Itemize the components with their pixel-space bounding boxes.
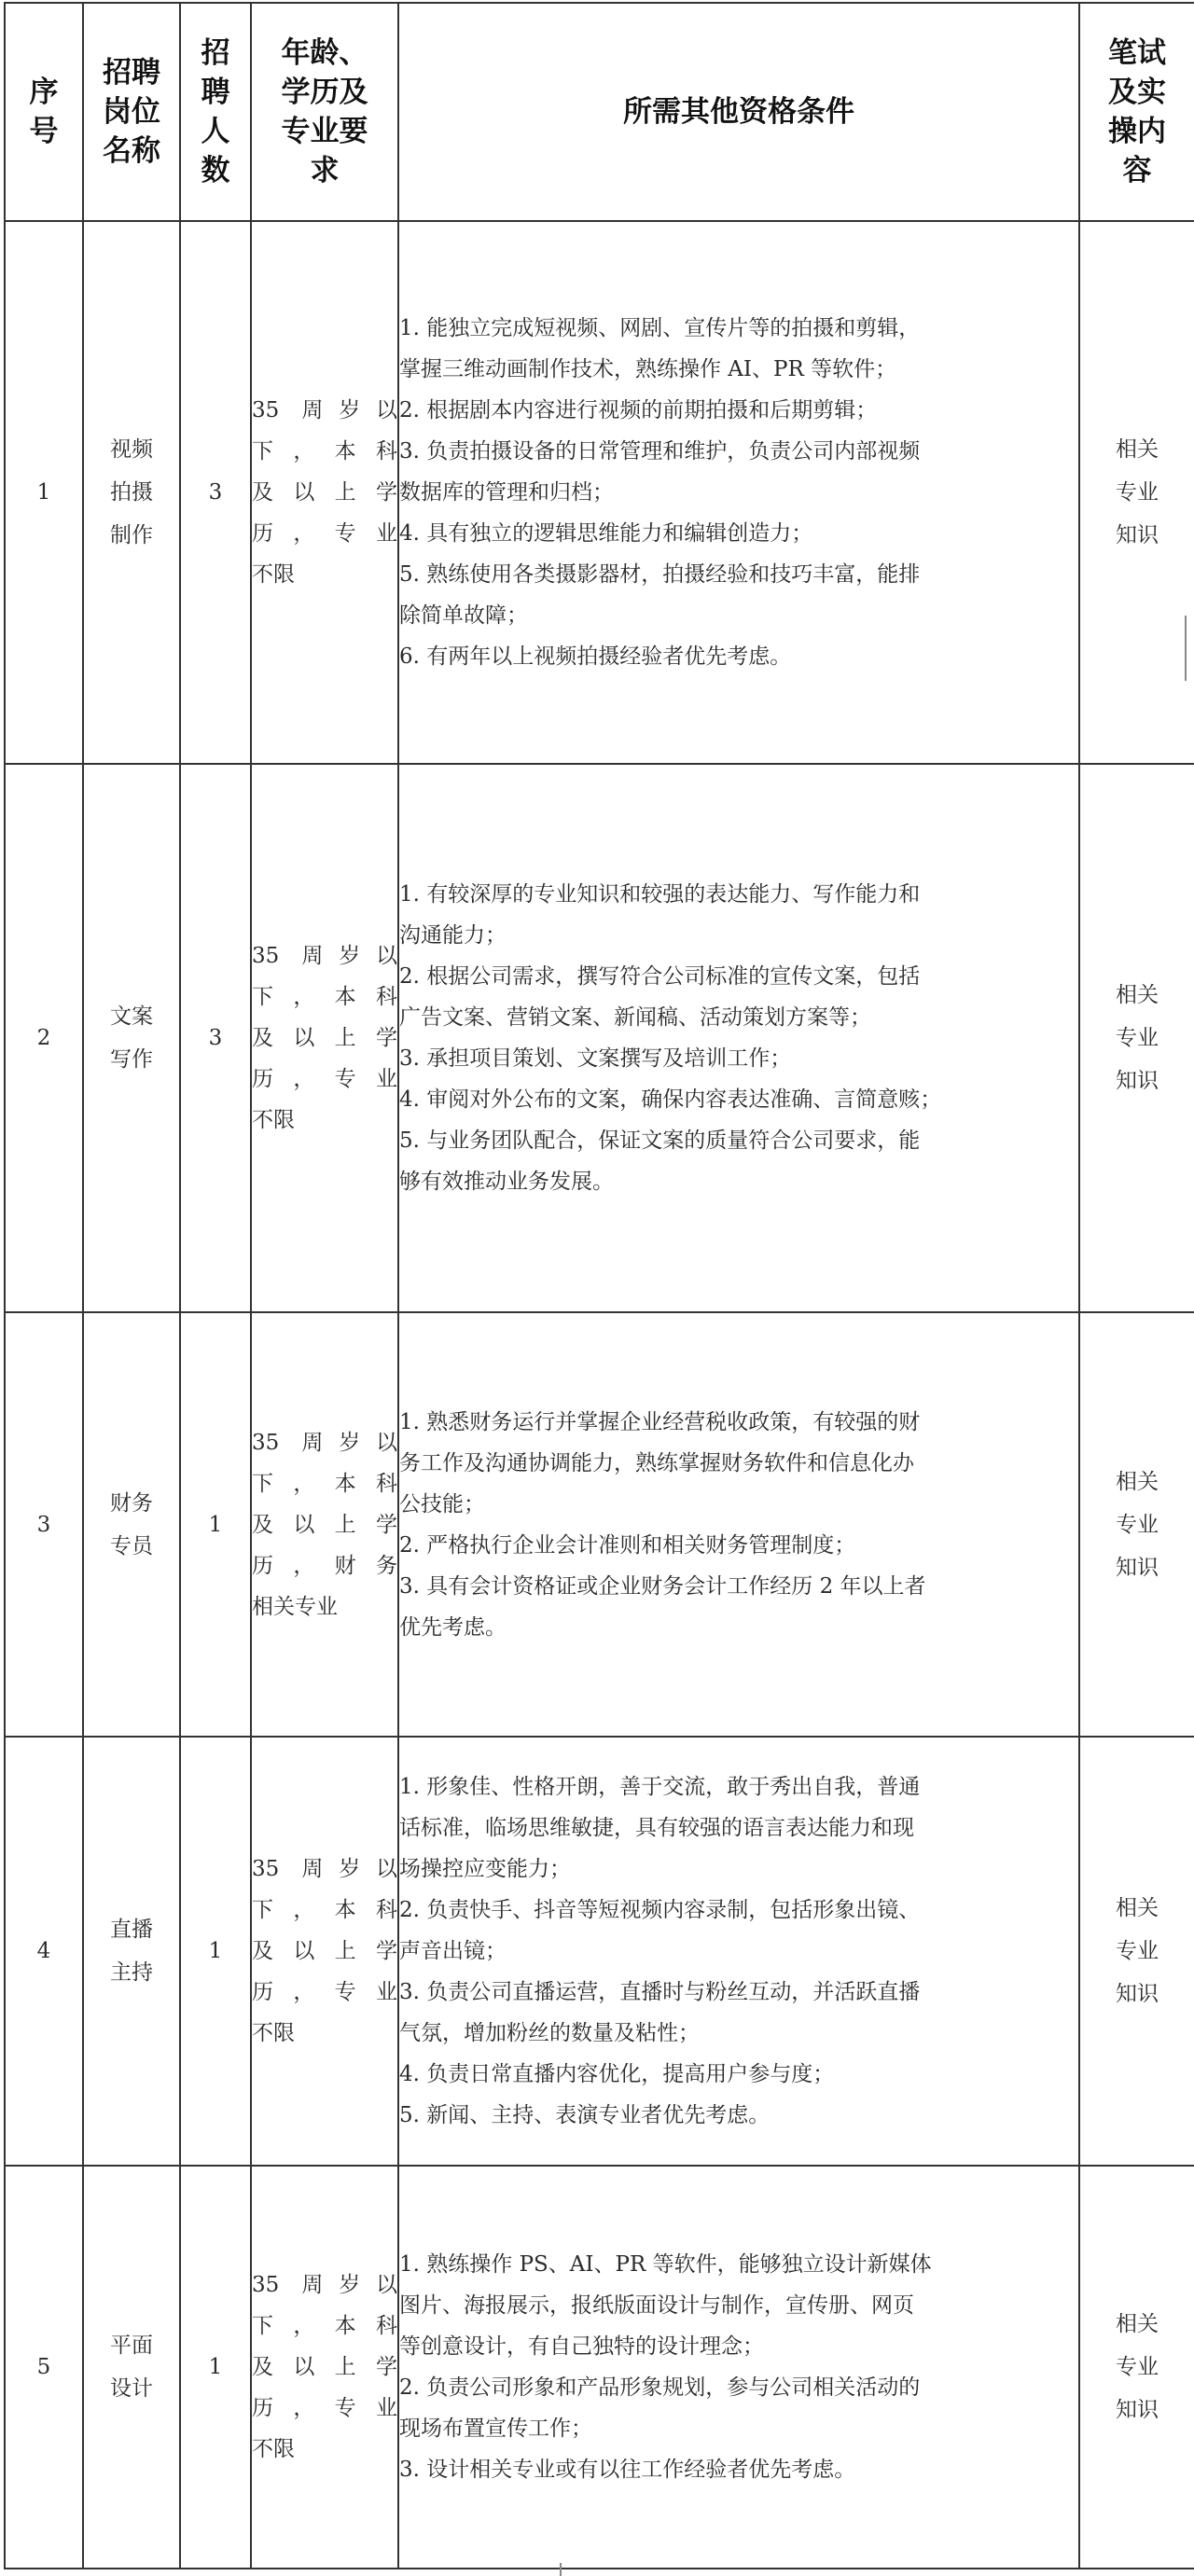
- qual-line: 2. 负责快手、抖音等短视频内容录制，包括形象出镜、: [399, 1898, 921, 1922]
- qual-line: 话标准，临场思维敏捷，具有较强的语言表达能力和现: [399, 1816, 914, 1840]
- qual-line: 3. 负责拍摄设备的日常管理和维护，负责公司内部视频: [399, 439, 921, 464]
- qual-line: 2. 根据公司需求，撰写符合公司标准的宣传文案，包括: [399, 964, 921, 989]
- cell-seq: 2: [5, 764, 83, 1312]
- cell-requirements: [251, 221, 398, 764]
- cell-count: 3: [180, 764, 251, 1312]
- qual-line: 广告文案、营销文案、新闻稿、活动策划方案等；: [399, 1005, 871, 1030]
- req-line: 及以上学: [252, 1512, 397, 1537]
- qual-line: 公技能；: [399, 1491, 485, 1517]
- qual-line: 除简单故障；: [399, 603, 528, 628]
- cell-position: 平面设计: [83, 2166, 180, 2569]
- req-line: 35 周岁以: [252, 2273, 397, 2297]
- req-line: 历，专业: [252, 1067, 397, 1091]
- cell-seq: 3: [5, 1312, 83, 1737]
- req-line: 35 周岁以: [252, 1857, 397, 1881]
- qual-line: 1. 熟悉财务运行并掌握企业经营税收政策，有较强的财: [399, 1409, 921, 1434]
- header-position: 招聘岗位名称: [83, 3, 180, 221]
- req-line: 不限: [252, 2437, 295, 2461]
- qual-line: 数据库的管理和归档；: [399, 480, 614, 505]
- cell-seq: 1: [5, 221, 83, 764]
- cell-qualifications: [398, 221, 1079, 764]
- qual-line: 5. 与业务团队配合，保证文案的质量符合公司要求，能: [399, 1129, 921, 1153]
- req-line: 下，本科: [252, 1898, 397, 1922]
- qual-line: 1. 能独立完成短视频、网剧、宣传片等的拍摄和剪辑，: [399, 316, 921, 340]
- cell-qualifications: [398, 1737, 1079, 2166]
- qual-line: 务工作及沟通协调能力，熟练掌握财务软件和信息化办: [399, 1450, 914, 1475]
- req-line: 及以上学: [252, 1939, 397, 1963]
- cell-position: 财务专员: [83, 1312, 180, 1737]
- scan-edge-mark: [560, 2563, 562, 2576]
- qual-line: 2. 根据剧本内容进行视频的前期拍摄和后期剪辑；: [399, 398, 878, 422]
- cell-exam: 相关专业知识: [1079, 221, 1194, 764]
- req-line: 历，专业: [252, 521, 397, 546]
- table-row: [5, 221, 1194, 764]
- qual-line: 图片、海报展示，报纸版面设计与制作，宣传册、网页: [399, 2293, 914, 2318]
- cell-count: 3: [180, 221, 251, 764]
- qual-line: 4. 具有独立的逻辑思维能力和编辑创造力；: [399, 521, 813, 546]
- cell-exam: 相关专业知识: [1079, 1737, 1194, 2166]
- header-requirements: 年龄、学历及专业要求: [251, 3, 398, 221]
- qual-line: 沟通能力；: [399, 923, 507, 948]
- header-qualifications: 所需其他资格条件: [398, 3, 1079, 221]
- header-count: 招聘人数: [180, 3, 251, 221]
- req-line: 及以上学: [252, 2355, 397, 2379]
- cell-requirements: [251, 764, 398, 1312]
- cell-requirements: [251, 1737, 398, 2166]
- req-line: 35 周岁以: [252, 944, 397, 968]
- cell-exam: 相关专业知识: [1079, 1312, 1194, 1737]
- cell-exam: 相关专业知识: [1079, 2166, 1194, 2569]
- cell-seq: 4: [5, 1737, 83, 2166]
- qual-line: 场操控应变能力；: [399, 1857, 571, 1881]
- cell-count: 1: [180, 2166, 251, 2569]
- req-line: 历，专业: [252, 2396, 397, 2420]
- header-exam: 笔试及实操内容: [1079, 3, 1194, 221]
- req-line: 35 周岁以: [252, 398, 397, 422]
- req-line: 历，财务: [252, 1553, 397, 1578]
- table-row: [5, 2166, 1194, 2569]
- qual-line: 3. 负责公司直播运营，直播时与粉丝互动，并活跃直播: [399, 1980, 921, 2004]
- cell-position: 直播主持: [83, 1737, 180, 2166]
- req-line: 及以上学: [252, 1026, 397, 1050]
- req-line: 下，本科: [252, 985, 397, 1009]
- cell-position: 文案写作: [83, 764, 180, 1312]
- cell-qualifications: [398, 2166, 1079, 2569]
- qual-line: 1. 有较深厚的专业知识和较强的表达能力、写作能力和: [399, 882, 921, 907]
- qual-line: 1. 熟练操作 PS、AI、PR 等软件，能够独立设计新媒体: [399, 2252, 932, 2277]
- qual-line: 声音出镜；: [399, 1939, 507, 1963]
- cell-requirements: [251, 1312, 398, 1737]
- qual-line: 3. 具有会计资格证或企业财务会计工作经历 2 年以上者: [399, 1573, 926, 1599]
- req-line: 下，本科: [252, 1471, 397, 1496]
- qual-line: 3. 承担项目策划、文案撰写及培训工作；: [399, 1046, 792, 1071]
- scan-edge-mark: [1185, 616, 1194, 681]
- qual-line: 等创意设计，有自己独特的设计理念；: [399, 2334, 764, 2359]
- req-line: 下，本科: [252, 439, 397, 464]
- cell-seq: 5: [5, 2166, 83, 2569]
- qual-line: 1. 形象佳、性格开朗，善于交流，敢于秀出自我，普通: [399, 1775, 921, 1799]
- qual-line: 6. 有两年以上视频拍摄经验者优先考虑。: [399, 644, 792, 669]
- table-row: [5, 1737, 1194, 2166]
- req-line: 不限: [252, 1108, 295, 1132]
- req-line: 相关专业: [252, 1594, 338, 1619]
- cell-qualifications: [398, 1312, 1079, 1737]
- qual-line: 3. 设计相关专业或有以往工作经验者优先考虑。: [399, 2458, 856, 2482]
- cell-requirements: [251, 2166, 398, 2569]
- recruitment-table: [4, 2, 1194, 2569]
- qual-line: 优先考虑。: [399, 1614, 507, 1640]
- cell-exam: 相关专业知识: [1079, 764, 1194, 1312]
- qual-line: 掌握三维动画制作技术，熟练操作 AI、PR 等软件；: [399, 357, 897, 381]
- cell-count: 1: [180, 1312, 251, 1737]
- qual-line: 4. 审阅对外公布的文案，确保内容表达准确、言简意赅；: [399, 1087, 942, 1112]
- req-line: 下，本科: [252, 2314, 397, 2338]
- header-row: [5, 3, 1194, 221]
- req-line: 不限: [252, 2021, 295, 2045]
- cell-count: 1: [180, 1737, 251, 2166]
- qual-line: 2. 负责公司形象和产品形象规划，参与公司相关活动的: [399, 2375, 921, 2400]
- req-line: 不限: [252, 562, 295, 587]
- req-line: 历，专业: [252, 1980, 397, 2004]
- qual-line: 2. 严格执行企业会计准则和相关财务管理制度；: [399, 1532, 856, 1558]
- cell-position: 视频拍摄制作: [83, 221, 180, 764]
- qual-line: 5. 熟练使用各类摄影器材，拍摄经验和技巧丰富，能排: [399, 562, 921, 587]
- header-seq: 序号: [5, 3, 83, 221]
- qual-line: 4. 负责日常直播内容优化，提高用户参与度；: [399, 2062, 835, 2086]
- qual-line: 现场布置宣传工作；: [399, 2417, 592, 2441]
- table-row: [5, 764, 1194, 1312]
- table-row: [5, 1312, 1194, 1737]
- qual-line: 够有效推动业务发展。: [399, 1170, 614, 1194]
- req-line: 35 周岁以: [252, 1430, 397, 1455]
- qual-line: 5. 新闻、主持、表演专业者优先考虑。: [399, 2103, 771, 2127]
- req-line: 及以上学: [252, 480, 397, 505]
- cell-qualifications: [398, 764, 1079, 1312]
- qual-line: 气氛，增加粉丝的数量及粘性；: [399, 2021, 700, 2045]
